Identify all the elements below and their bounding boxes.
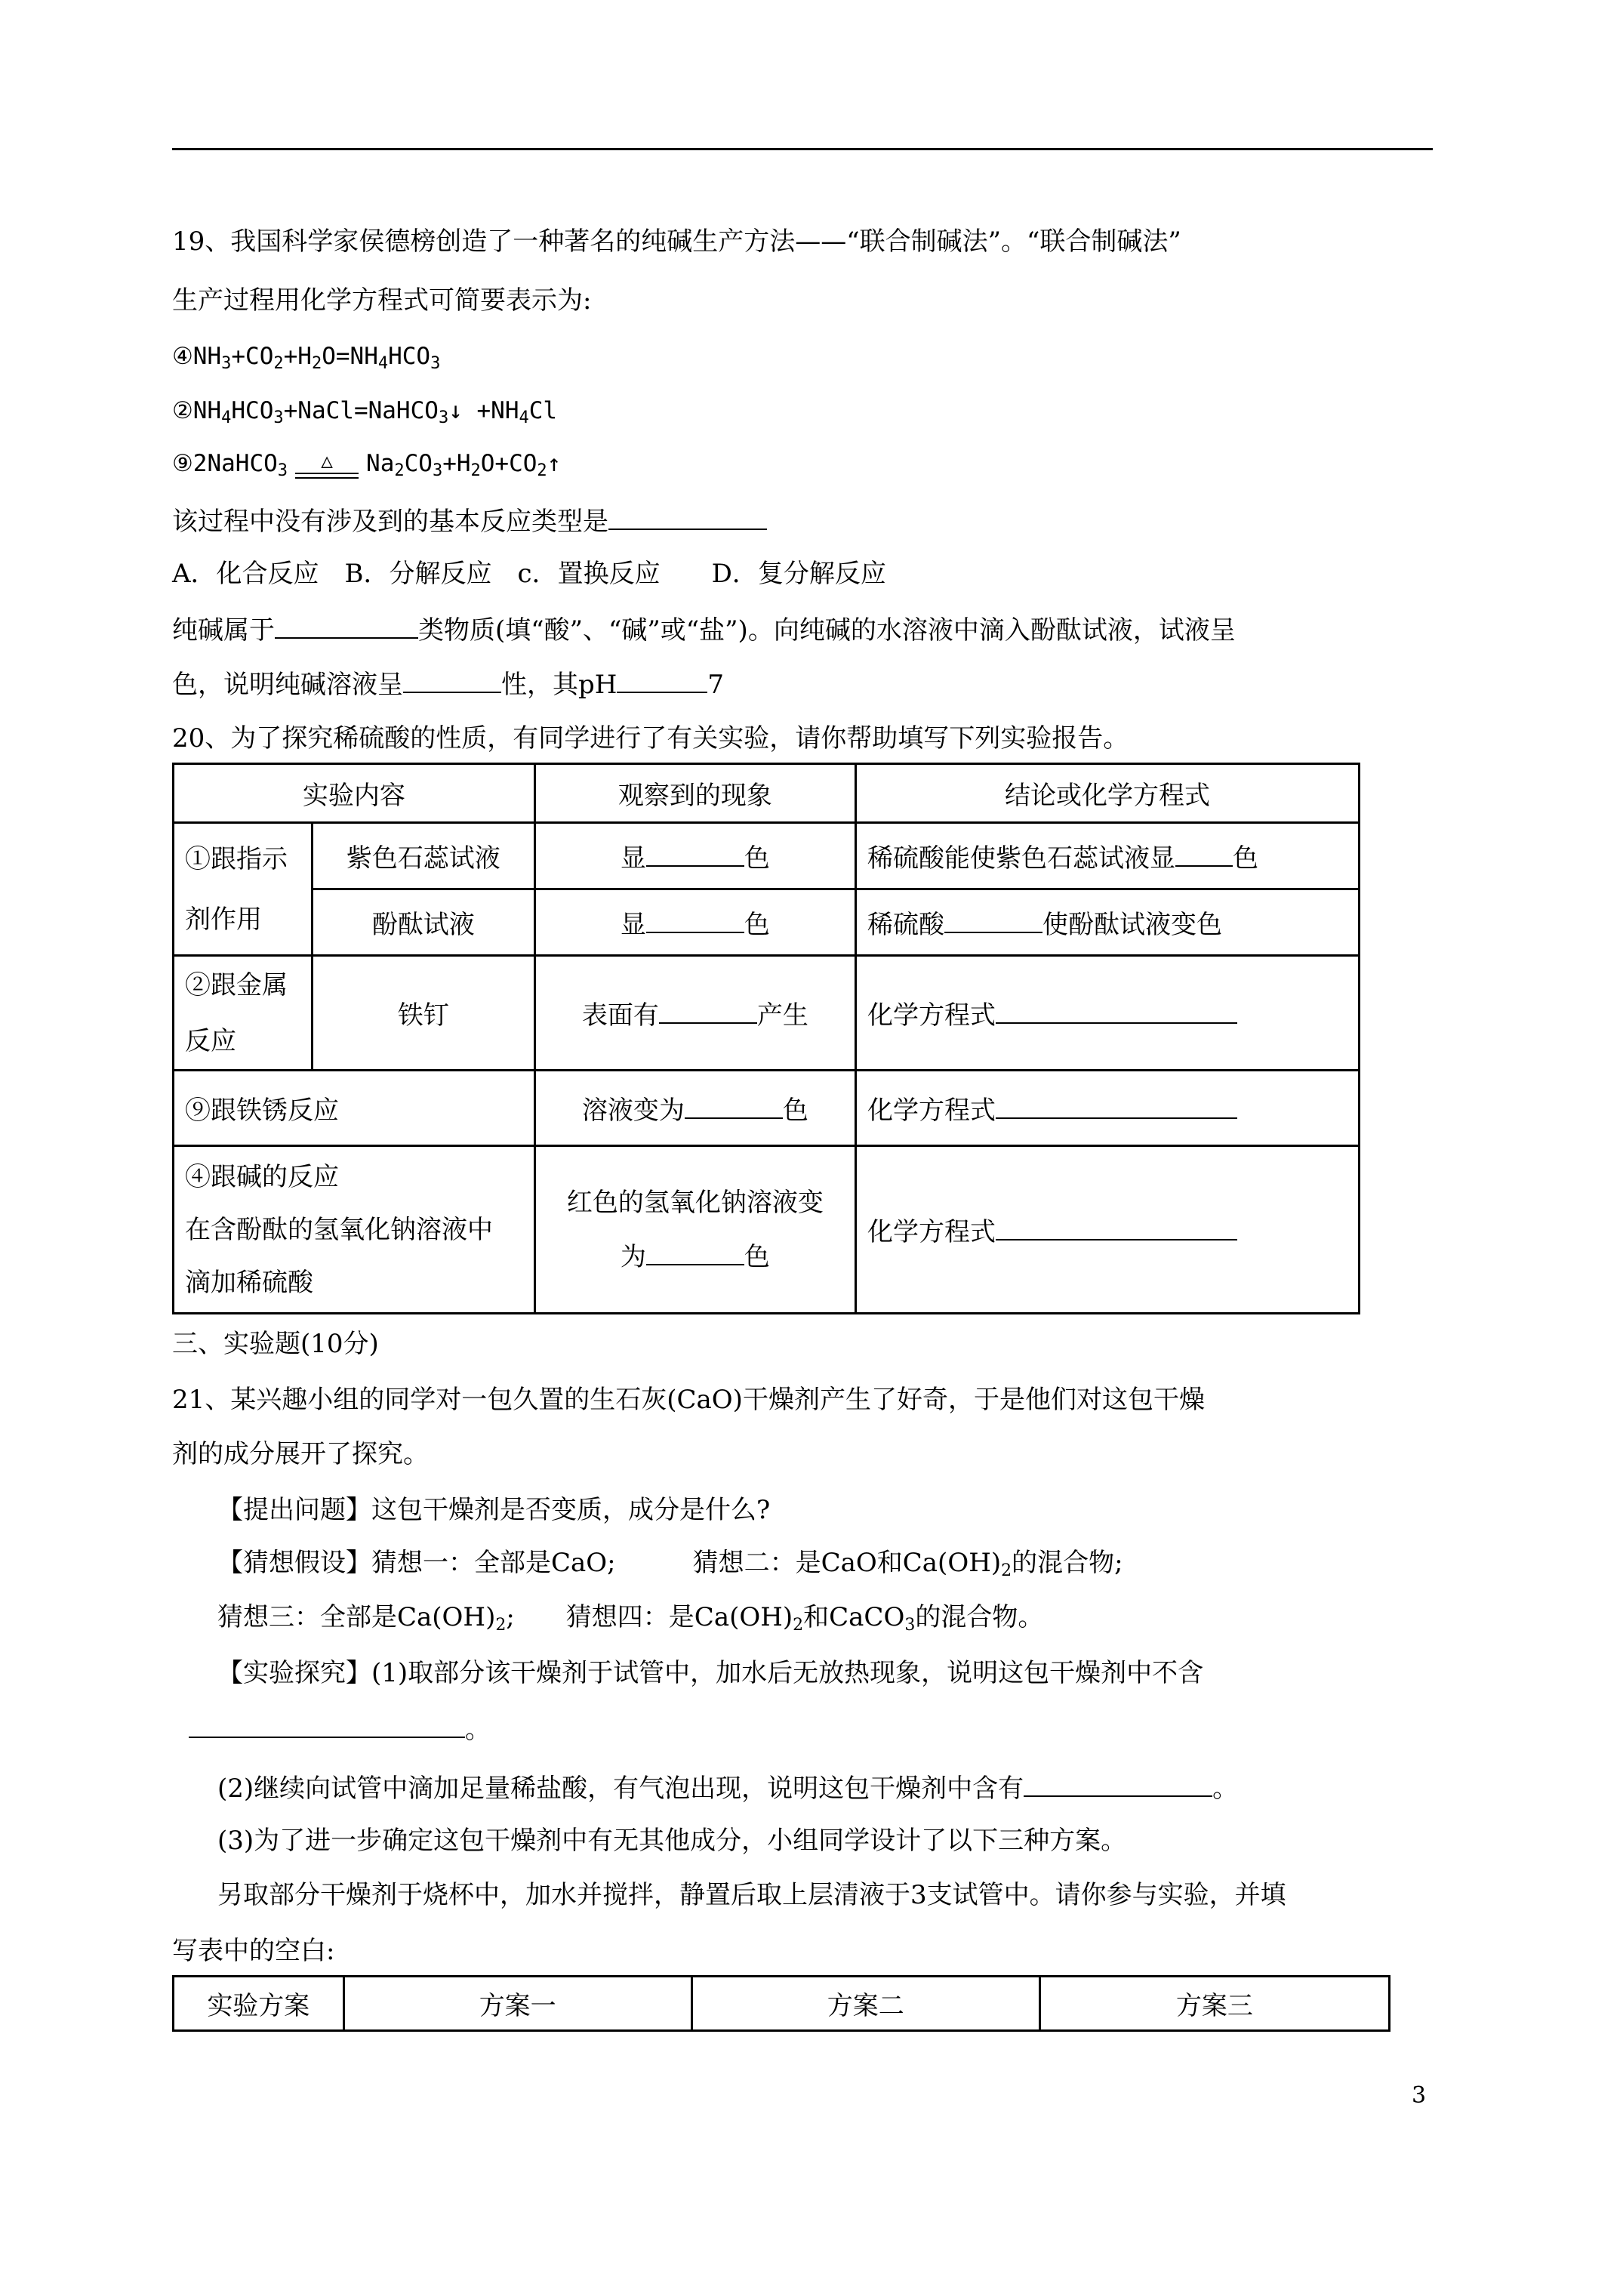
sub-item: 铁钉 [312, 956, 534, 1071]
header-cell: 观察到的现象 [534, 764, 855, 823]
header-rule [172, 148, 1433, 150]
q19-line-b: 色，说明纯碱溶液呈 性，其pH 7 [172, 667, 724, 701]
header-cell: 方案三 [1039, 1977, 1389, 2031]
answer-blank[interactable] [685, 1093, 783, 1119]
answer-blank[interactable] [646, 1240, 744, 1265]
row-group-indicator: ①跟指示 剂作用 [174, 823, 313, 956]
conclusion-cell: 稀硫酸 使酚酞试液变色 [856, 889, 1360, 956]
header-cell: 实验方案 [174, 1977, 344, 2031]
q19-options: A．化合反应 B．分解反应 c．置换反应 D．复分解反应 [172, 559, 886, 589]
page-number: 3 [1412, 2082, 1427, 2109]
q21-problem: 【提出问题】这包干燥剂是否变质，成分是什么? [217, 1495, 771, 1525]
header-cell: 方案二 [691, 1977, 1039, 2031]
answer-blank[interactable] [617, 667, 707, 693]
q21-plan-table [172, 1975, 1390, 2032]
q20-table [172, 763, 1360, 1314]
q19-equation-1: $④NH_3+CO_2+H_2O=NH_4HCO_3$ [172, 343, 441, 373]
conclusion-cell: 化学方程式 [856, 956, 1360, 1071]
header-cell: 实验内容 [174, 764, 535, 823]
q21-hypothesis-2: 猜想三：全部是$Ca(OH)_2$; 猜想四：是$Ca(OH)_2$和CaCO$_3$的混合物。 [217, 1602, 1044, 1635]
answer-blank[interactable] [403, 667, 501, 693]
q19-question: 该过程中没有涉及到的基本反应类型是 [172, 504, 767, 538]
q19-line2: 生产过程用化学方程式可简要表示为: [172, 285, 592, 316]
q19-equation-2: $②NH_4HCO_3+NaCl=NaHCO_3↓ +NH_4Cl$ [172, 397, 558, 427]
answer-blank[interactable] [996, 1215, 1237, 1240]
observation-cell: 红色的氢氧化钠溶液变 为 色 [534, 1146, 855, 1314]
q19-equation-3: ⑨2NaHCO$_3$ △ $Na_2CO_3+H_2O+CO_2↑$ [172, 449, 562, 480]
row-group-metal: ②跟金属 反应 [174, 956, 313, 1071]
q19-line1: 19、我国科学家侯德榜创造了一种著名的纯碱生产方法——“联合制碱法”。“联合制碱法” [172, 227, 1181, 257]
answer-blank[interactable] [996, 1093, 1237, 1119]
conclusion-cell: 稀硫酸能使紫色石蕊试液显 色 [856, 823, 1360, 889]
answer-blank[interactable] [646, 908, 744, 933]
header-cell: 结论或化学方程式 [856, 764, 1360, 823]
q21-experiment-1: 【实验探究】(1)取部分该干燥剂于试管中，加水后无放热现象，说明这包干燥剂中不含 [217, 1658, 1204, 1688]
q21-experiment-2: (2)继续向试管中滴加足量稀盐酸，有气泡出现，说明这包干燥剂中含有 。 [217, 1771, 1238, 1805]
answer-blank[interactable] [1024, 1771, 1212, 1797]
q20-intro: 20、为了探究稀硫酸的性质，有同学进行了有关实验，请你帮助填写下列实验报告。 [172, 723, 1129, 754]
answer-blank[interactable] [608, 504, 767, 530]
q21-experiment-4: 另取部分干燥剂于烧杯中，加水并搅拌，静置后取上层清液于3支试管中。请你参与实验，并填 [217, 1880, 1286, 1910]
q21-hypothesis-1: 【猜想假设】猜想一：全部是CaO; 猜想二：是CaO和$Ca(OH)_2$的混合物; [217, 1548, 1123, 1580]
observation-cell: 显 色 [534, 823, 855, 889]
answer-blank[interactable] [996, 998, 1237, 1024]
q21-experiment-3: (3)为了进一步确定这包干燥剂中有无其他成分，小组同学设计了以下三种方案。 [217, 1826, 1127, 1856]
sub-item: 紫色石蕊试液 [312, 823, 534, 889]
conclusion-cell: 化学方程式 [856, 1146, 1360, 1314]
q21-experiment-5: 写表中的空白: [172, 1936, 335, 1966]
row-group-base: ④跟碱的反应 在含酚酞的氢氧化钠溶液中 滴加稀硫酸 [174, 1146, 535, 1314]
observation-cell: 溶液变为 色 [534, 1071, 855, 1146]
answer-blank[interactable] [275, 613, 418, 639]
header-cell: 方案一 [343, 1977, 691, 2031]
answer-blank[interactable] [659, 998, 757, 1024]
q21-line1: 21、某兴趣小组的同学对一包久置的生石灰(CaO)干燥剂产生了好奇，于是他们对这包干燥 [172, 1385, 1205, 1415]
answer-blank[interactable] [1175, 841, 1233, 867]
section-heading: 三、实验题(10分) [172, 1329, 379, 1359]
row-group-rust: ⑨跟铁锈反应 [174, 1071, 535, 1146]
observation-cell: 表面有 产生 [534, 956, 855, 1071]
answer-blank[interactable] [944, 908, 1042, 933]
q21-experiment-1-blank: 。 [189, 1712, 491, 1746]
answer-blank[interactable] [189, 1712, 465, 1738]
heating-condition-sign: △ [295, 451, 359, 479]
sub-item: 酚酞试液 [312, 889, 534, 956]
answer-blank[interactable] [646, 841, 744, 867]
q19-line-a: 纯碱属于 类物质(填“酸”、“碱”或“盐”)。向纯碱的水溶液中滴入酚酞试液，试液呈 [172, 613, 1236, 647]
q21-line2: 剂的成分展开了探究。 [172, 1439, 429, 1469]
observation-cell: 显 色 [534, 889, 855, 956]
conclusion-cell: 化学方程式 [856, 1071, 1360, 1146]
